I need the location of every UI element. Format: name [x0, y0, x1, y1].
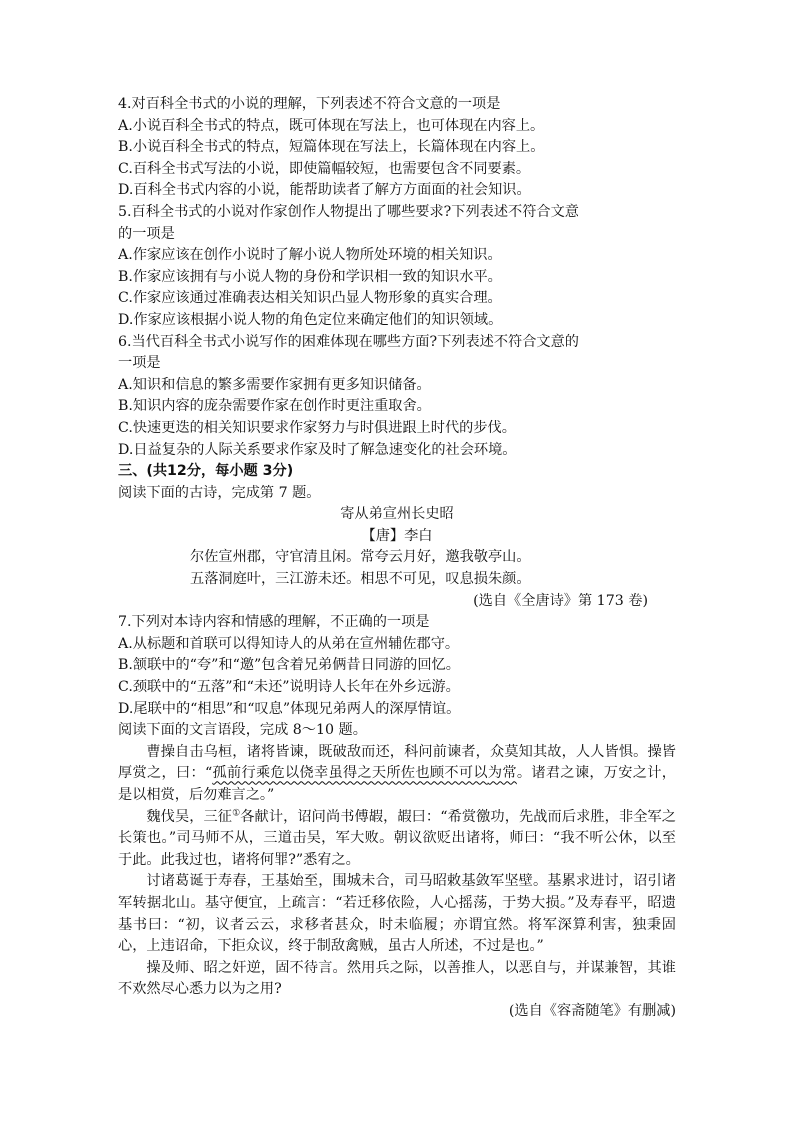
- q5-option-b: B.作家应该拥有与小说人物的身份和学识相一致的知识水平。: [118, 268, 502, 285]
- q4-stem: 4.对百科全书式的小说的理解，下列表述不符合文意的一项是: [118, 96, 501, 112]
- classical-paragraph-4: 操及师、昭之奸逆，固不待言。然用兵之际，以善推人，以恶自与，并谋兼智，其谁不欢然尽心悉力以为之用?: [118, 959, 676, 998]
- q4-option-d: D.百科全书式内容的小说，能帮助读者了解方方面面的社会知识。: [118, 182, 531, 199]
- q7-option-b: B.颔联中的“夸”和“邀”包含着兄弟俩昔日同游的回忆。: [118, 657, 460, 674]
- poem-line-2: 五落洞庭叶，三江游未还。相思不可见，叹息损朱颜。: [190, 571, 531, 588]
- q7-option-a: A.从标题和首联可以得知诗人的从弟在宣州辅佐郡守。: [118, 635, 460, 652]
- paragraph-1-underlined-1: 孤前行乘危以侥幸虽得之天所佐也顾不可以: [212, 765, 488, 782]
- section-3-title: 三、(共12分，每小题 3分): [118, 463, 294, 480]
- q5-stem-line1: 5.百科全书式的小说对作家创作人物提出了哪些要求?下列表述不符合文意: [118, 203, 579, 220]
- q6-stem-line2: 一项是: [118, 355, 161, 372]
- q4-option-b: B.小说百科全书式的特点，短篇体现在写法上，长篇体现在内容上。: [118, 139, 545, 156]
- footnote-marker: ①: [232, 807, 241, 818]
- poem-title: 寄从弟宣州长史昭: [340, 506, 454, 523]
- q5-option-a: A.作家应该在创作小说时了解小说人物所处环境的相关知识。: [118, 247, 502, 264]
- page-content: [118, 94, 676, 1023]
- paragraph-1-text-a: 曹操自击乌桓，诸将皆谏，既破敌而还，科问前谏者，众莫知其故，人人皆惧。操皆厚赏之，曰：“: [118, 743, 676, 782]
- q5-stem-line2: 的一项是: [118, 225, 175, 242]
- q5-option-c: C.作家应该通过准确表达相关知识凸显人物形象的真实合理。: [118, 290, 502, 307]
- paragraph-1-text-b: 。诸君之谏，万安之计，是以相赏，后勿难言之。”: [118, 765, 676, 803]
- poem-line-1: 尔佐宣州郡，守官清且闲。常夸云月好，邀我敬亭山。: [190, 549, 531, 566]
- q6-option-d: D.日益复杂的人际关系要求作家及时了解急速变化的社会环境。: [118, 441, 517, 458]
- q7-stem: 7.下列对本诗内容和情感的理解，不正确的一项是: [118, 614, 430, 631]
- q6-option-a: A.知识和信息的繁多需要作家拥有更多知识储备。: [118, 376, 431, 393]
- q4-option-c: C.百科全书式写法的小说，即使篇幅较短，也需要包含不同要素。: [118, 160, 531, 177]
- q6-option-c: C.快速更迭的相关知识要求作家努力与时俱进跟上时代的步伐。: [118, 419, 516, 436]
- q6-stem-line1: 6.当代百科全书式小说写作的困难体现在哪些方面?下列表述不符合文意的: [118, 333, 579, 350]
- classical-intro: 阅读下面的文言语段，完成 8～10 题。: [118, 722, 367, 739]
- q7-option-c: C.颈联中的“五落”和“未还”说明诗人长年在外乡远游。: [118, 679, 460, 696]
- paragraph-1-underlined-2: 为常: [487, 765, 517, 782]
- q5-option-d: D.作家应该根据小说人物的角色定位来确定他们的知识领域。: [118, 311, 503, 328]
- classical-paragraph-2: [118, 807, 676, 872]
- section-3-intro: 阅读下面的古诗，完成第 7 题。: [118, 484, 321, 501]
- q6-option-b: B.知识内容的庞杂需要作家在创作时更注重取舍。: [118, 398, 431, 415]
- q4-option-a: A.小说百科全书式的特点，既可体现在写法上，也可体现在内容上。: [118, 117, 545, 134]
- paragraph-2-text-a: 魏伐吴，三征: [146, 808, 233, 825]
- paragraph-2-text-b: 各献计，诏问尚书傅嘏，嘏曰：“希赏徼功，先战而后求胜，非全军之长策也。”司马师不从，三道击吴，军大败。朝议欲贬出诸将，师曰：“我不听公休，以至于此。此我过也，诸将何罪?”悉宥之。: [118, 808, 676, 868]
- poem-author: 【唐】李白: [361, 527, 433, 544]
- classical-source: (选自《容斋随笔》有删减): [508, 1002, 676, 1019]
- q7-option-d: D.尾联中的“相思”和“叹息”体现兄弟两人的深厚情谊。: [118, 700, 461, 717]
- classical-paragraph-3: 讨诸葛诞于寿春，王基始至，围城未合，司马昭敕基敛军坚壁。基累求进讨，诏引诸军转据北山。基守便宜，上疏言：“若迁移依险，人心摇荡，于势大损。”及寿春平，昭遗基书曰：“初，议者云云，求移者甚众，时未临履；亦谓宜然。将军深算利害，独秉固心，上违诏命，下拒众议，终于制敌禽贼，虽古人所述，不过是也。”: [118, 873, 676, 955]
- poem-source: (选自《全唐诗》第 173 卷): [473, 592, 648, 609]
- classical-paragraph-1: [118, 742, 676, 807]
